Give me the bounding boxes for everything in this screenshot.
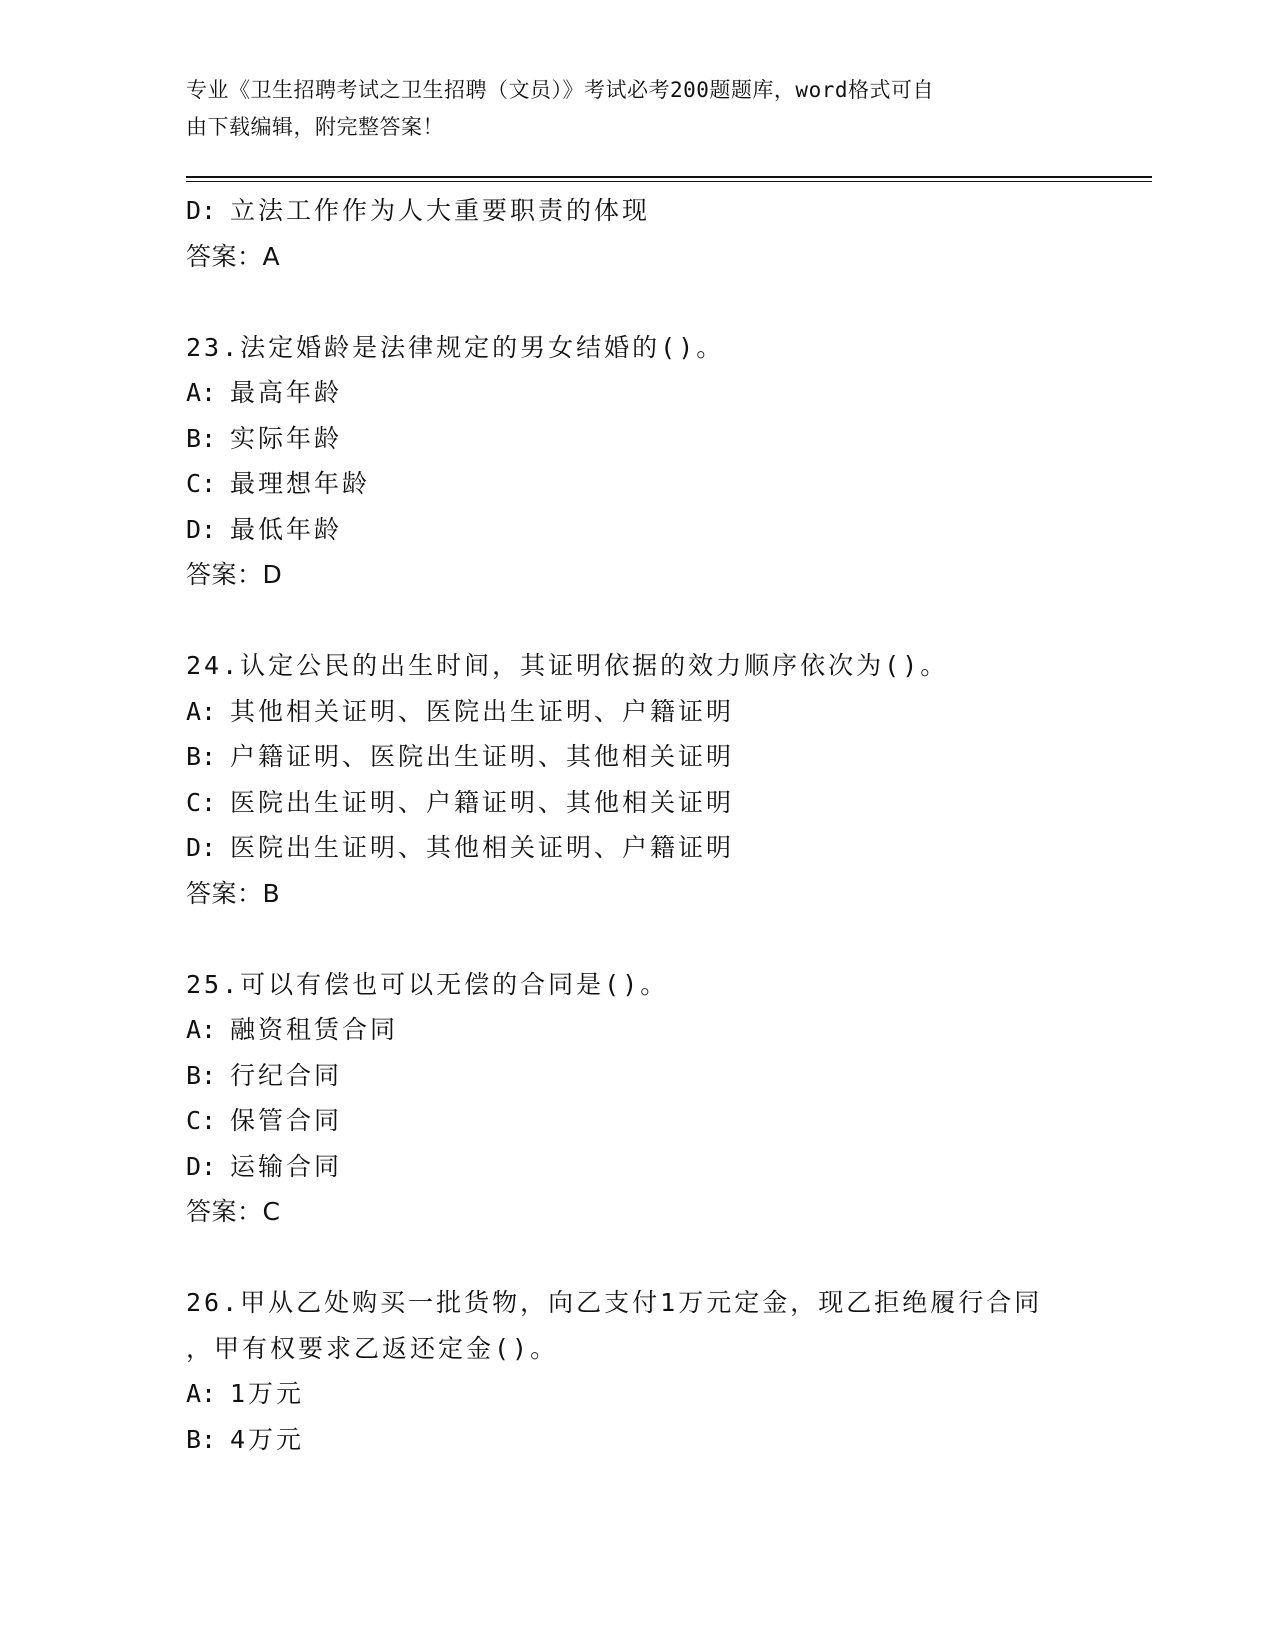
option-b: [186, 1053, 1106, 1099]
option-d: [186, 825, 1106, 871]
spacer: [186, 598, 1106, 644]
spacer: [186, 1235, 1106, 1281]
question-stem-26-line-1: 26.甲从乙处购买一批货物，向乙支付1万元定金，现乙拒绝履行合同: [186, 1288, 1043, 1317]
option-label: C:: [186, 1106, 217, 1135]
option-label: B:: [186, 742, 217, 771]
option-label: D:: [186, 833, 217, 862]
answer-line: 答案：C: [186, 1197, 281, 1226]
option-c: [186, 461, 1106, 507]
answer-line: 答案：A: [186, 241, 281, 271]
option-label: C:: [186, 787, 217, 817]
option-a: [186, 689, 1106, 735]
option-text: 行纪合同: [230, 1060, 343, 1090]
spacer: [186, 916, 1106, 962]
option-d: [186, 1144, 1106, 1190]
document-header: [186, 72, 1086, 146]
header-divider-thick: [186, 176, 1152, 178]
option-text: 户籍证明、医院出生证明、其他相关证明: [230, 742, 735, 771]
question-stem-24: 24.认定公民的出生时间，其证明依据的效力顺序依次为()。: [186, 651, 949, 680]
option-b: [186, 416, 1106, 462]
option-label: B:: [186, 423, 217, 453]
option-a: [186, 1371, 1106, 1417]
header-divider-thin: [186, 181, 1152, 182]
option-d: [186, 188, 1106, 234]
option-text: 最高年龄: [230, 378, 343, 407]
option-label: B:: [186, 1060, 217, 1090]
option-label: A:: [186, 1015, 217, 1044]
option-a: [186, 1007, 1106, 1053]
option-text: 实际年龄: [230, 423, 343, 453]
option-text: 融资租赁合同: [230, 1015, 399, 1044]
option-text: 最理想年龄: [230, 469, 371, 498]
option-text: 医院出生证明、户籍证明、其他相关证明: [230, 787, 735, 817]
question-stem-23: 23.法定婚龄是法律规定的男女结婚的()。: [186, 332, 725, 362]
question-stem-25: 25.可以有偿也可以无偿的合同是()。: [186, 969, 669, 999]
answer-line: 答案：B: [186, 878, 281, 908]
header-line-2: 由下载编辑，附完整答案！: [186, 115, 444, 139]
option-label: A:: [186, 1379, 217, 1408]
option-text: 保管合同: [230, 1106, 343, 1135]
answer-line: 答案：D: [186, 560, 283, 589]
option-text: 最低年龄: [230, 514, 343, 544]
option-b: [186, 734, 1106, 780]
option-text: 1万元: [230, 1379, 305, 1408]
option-d: [186, 507, 1106, 553]
option-text: 医院出生证明、其他相关证明、户籍证明: [230, 833, 735, 862]
option-c: [186, 1098, 1106, 1144]
option-c: [186, 780, 1106, 826]
option-b: [186, 1417, 1106, 1463]
option-text: 4万元: [230, 1424, 305, 1454]
question-stem-26-line-2: ，甲有权要求乙返还定金()。: [186, 1333, 559, 1363]
option-label: D:: [186, 1151, 217, 1181]
option-label: D:: [186, 196, 217, 225]
option-text: 立法工作作为人大重要职责的体现: [230, 196, 651, 225]
spacer: [186, 279, 1106, 325]
option-label: C:: [186, 469, 217, 498]
option-label: A:: [186, 696, 217, 726]
option-label: B:: [186, 1424, 217, 1454]
option-text: 运输合同: [230, 1151, 343, 1181]
option-label: A:: [186, 378, 217, 407]
header-line-1: 专业《卫生招聘考试之卫生招聘（文员）》考试必考200题题库，word格式可自: [186, 78, 934, 102]
option-a: [186, 370, 1106, 416]
document-body: [186, 188, 1106, 1462]
option-text: 其他相关证明、医院出生证明、户籍证明: [230, 696, 735, 726]
option-label: D:: [186, 514, 217, 544]
